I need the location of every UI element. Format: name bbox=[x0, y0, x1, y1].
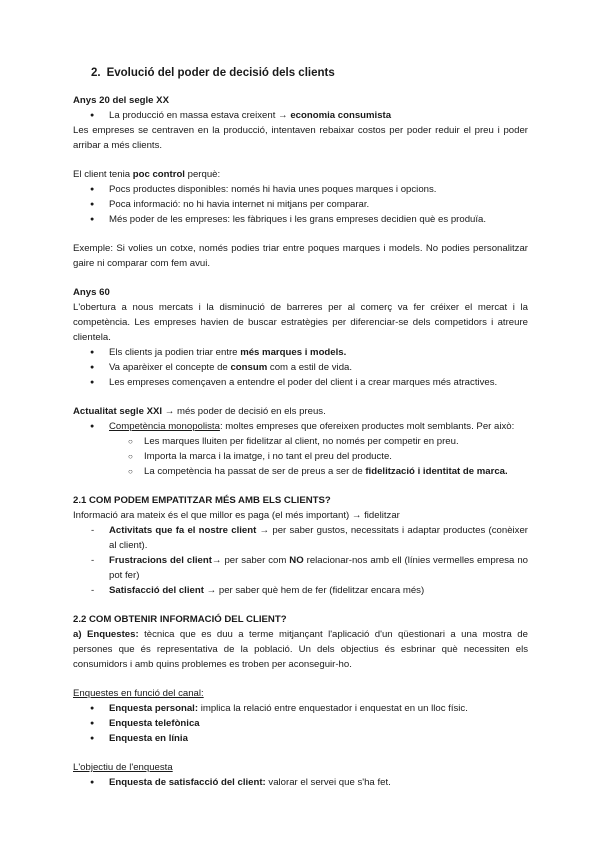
text: : moltes empreses que ofereixen productes molt semblants. Per això: bbox=[219, 421, 515, 432]
text: La competència ha passat de ser de preus a ser de bbox=[144, 466, 363, 477]
list-item bbox=[73, 108, 528, 123]
section-2-2-title: 2.2 COM OBTENIR INFORMACIÓ DEL CLIENT? bbox=[73, 614, 287, 625]
text: perquè: bbox=[187, 169, 221, 180]
list-item: ● Més poder de les empreses: les fàbriques i les grans empreses decidien què es produïa. bbox=[73, 212, 528, 227]
bold-text: Enquesta en línia bbox=[109, 733, 188, 744]
text: La producció en massa estava creixent → bbox=[109, 110, 288, 121]
bold-text: NO bbox=[289, 555, 304, 566]
bold-text: a) Enquestes: bbox=[73, 629, 139, 640]
underlined-text: Competència monopolista bbox=[109, 421, 220, 432]
list-item bbox=[73, 523, 528, 553]
list-item: ● Poca informació: no hi havia internet ni mitjans per comparar. bbox=[73, 197, 528, 212]
bold-text: Actualitat segle XXI bbox=[73, 406, 163, 417]
bold-text: poc control bbox=[132, 169, 185, 180]
heading-number: 2. bbox=[91, 67, 101, 79]
heading-title: Evolució del poder de decisió dels clients bbox=[106, 67, 335, 79]
text: → més poder de decisió en els preus. bbox=[164, 406, 326, 417]
paragraph-example: Exemple: Si volies un cotxe, només podies triar entre poques marques i models. No podies personalitzar gaire ni comparar com fem avui. bbox=[73, 243, 528, 269]
paragraph-control bbox=[73, 167, 528, 182]
bold-text: Enquesta personal: bbox=[109, 703, 199, 714]
text: El client tenia bbox=[73, 169, 131, 180]
text: → per saber com bbox=[211, 555, 287, 566]
text: → per saber què hem de fer (fidelitzar encara més) bbox=[206, 585, 425, 596]
text: com a estil de vida. bbox=[269, 362, 353, 373]
bullet-list bbox=[73, 775, 528, 790]
list-item bbox=[73, 360, 528, 375]
bold-text: Satisfacció del client bbox=[109, 585, 204, 596]
bullet-list bbox=[73, 182, 528, 227]
bullet-list bbox=[73, 419, 528, 434]
bold-text: Enquesta de satisfacció del client: bbox=[109, 777, 266, 788]
list-item bbox=[73, 701, 528, 716]
list-item bbox=[73, 345, 528, 360]
list-item bbox=[73, 731, 528, 746]
bullet-list bbox=[73, 108, 528, 123]
text: implica la relació entre enquestador i enquestat en un lloc físic. bbox=[200, 703, 468, 714]
list-item: ○ Importa la marca i la imatge, i no tant el preu del producte. bbox=[73, 449, 528, 464]
text: tècnica que es duu a terme mitjançant l'aplicació d'un qüestionari a una mostra de persones que és representativa de la població. Un dels objectius és esbrinar què necessiten els consumidors i amb quins problemes es troben per aconseguir-ho. bbox=[73, 629, 528, 670]
bold-text: consum bbox=[230, 362, 268, 373]
bullet-list bbox=[73, 701, 528, 746]
section-2-1-title: 2.1 COM PODEM EMPATITZAR MÉS AMB ELS CLIENTS? bbox=[73, 495, 331, 506]
bold-text: economia consumista bbox=[290, 110, 392, 121]
paragraph-enquestes bbox=[73, 627, 528, 672]
document-page bbox=[73, 66, 528, 790]
dash-list bbox=[73, 523, 528, 598]
list-item bbox=[73, 464, 528, 479]
subheading-segle-xxi bbox=[73, 404, 528, 419]
list-item bbox=[73, 553, 528, 583]
bullet-list bbox=[73, 345, 528, 390]
text: relacionar-nos amb ell (línies vermelles empresa no pot fer) bbox=[109, 555, 528, 581]
text: valorar el servei que s'ha fet. bbox=[268, 777, 391, 788]
bold-text: fidelització i identitat de marca. bbox=[365, 466, 508, 477]
list-item: ● Les empreses començaven a entendre el poder del client i a crear marques més atractives. bbox=[73, 375, 528, 390]
list-item: ○ Les marques lluiten per fidelitzar al client, no només per competir en preu. bbox=[73, 434, 528, 449]
list-item bbox=[73, 583, 528, 598]
paragraph: L'obertura a nous mercats i la disminució de barreres per al comerç va fer créixer el mercat i la competència. Les empreses havien de buscar estratègies per diferenciar-se dels competidors i atreure clientela. bbox=[73, 302, 528, 343]
bold-text: més marques i models. bbox=[240, 347, 347, 358]
canal-title: Enquestes en funció del canal: bbox=[73, 688, 204, 699]
sub-bullet-list bbox=[73, 434, 528, 479]
paragraph: Informació ara mateix és el que millor es paga (el més important) → fidelitzar bbox=[73, 510, 400, 521]
bold-text: Enquesta telefònica bbox=[109, 718, 200, 729]
list-item bbox=[73, 419, 528, 434]
subheading-anys-60: Anys 60 bbox=[73, 287, 110, 298]
list-item bbox=[73, 716, 528, 731]
objectiu-title: L'objectiu de l'enquesta bbox=[73, 762, 173, 773]
list-item: ● Pocs productes disponibles: només hi havia unes poques marques i opcions. bbox=[73, 182, 528, 197]
bold-text: Frustracions del client bbox=[109, 555, 212, 566]
text: Els clients ja podien triar entre bbox=[109, 347, 238, 358]
text: Va aparèixer el concepte de bbox=[109, 362, 228, 373]
bold-text: Activitats que fa el nostre client bbox=[109, 525, 257, 536]
paragraph: Les empreses se centraven en la producció, intentaven rebaixar costos per poder reduir el preu i poder arribar a més clients. bbox=[73, 125, 528, 151]
list-item bbox=[73, 775, 528, 790]
subheading-anys-20: Anys 20 del segle XX bbox=[73, 95, 169, 106]
text: → per saber gustos, necessitats i adaptar productes (conèixer al client). bbox=[109, 525, 528, 551]
section-heading bbox=[91, 66, 528, 81]
